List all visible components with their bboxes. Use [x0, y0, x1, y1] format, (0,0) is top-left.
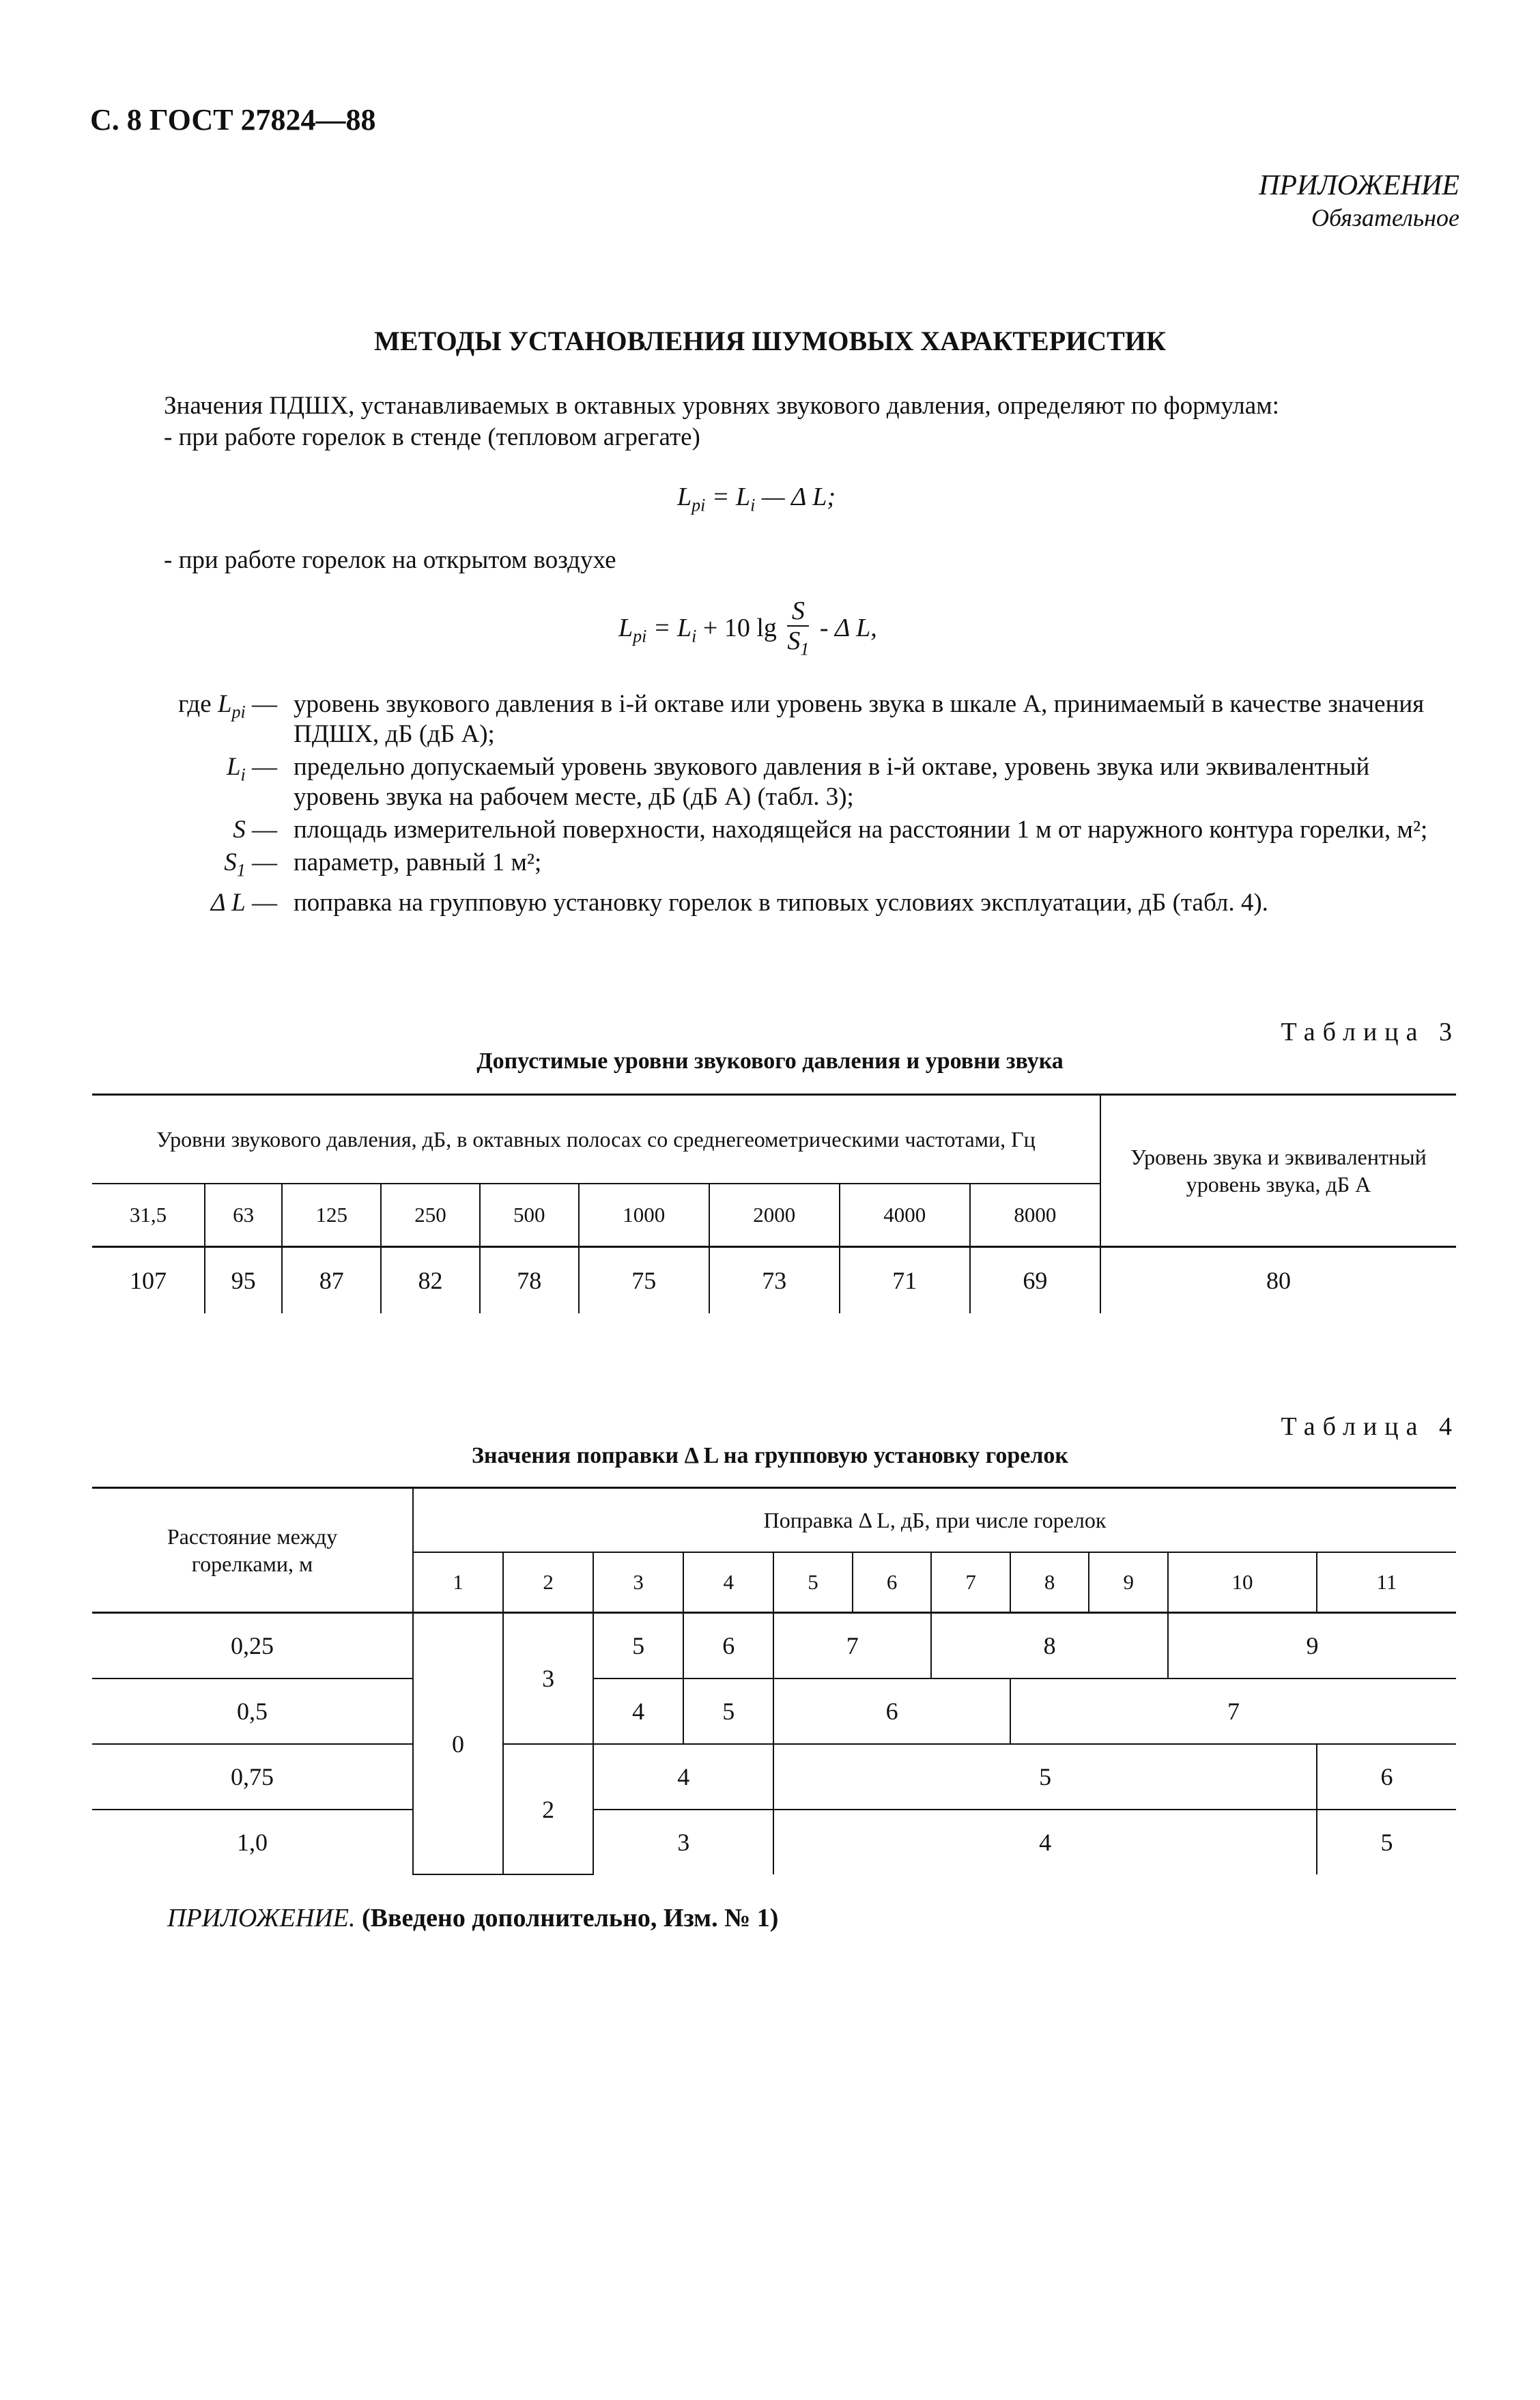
- value-cell: 87: [282, 1247, 381, 1314]
- table-4-label: Таблица 4: [1281, 1412, 1459, 1441]
- correction-cell: 5: [593, 1613, 683, 1679]
- correction-cell: 6: [1317, 1744, 1456, 1810]
- correction-cell: 6: [683, 1613, 773, 1679]
- definition-item: где $L_{pi}$ — уровень звукового давления в i-й октаве или уровень звука в шкале А, принимаемый в качестве значения ПДШХ, дБ (дБ А);: [178, 690, 1425, 748]
- frequency-cell: 1000: [579, 1184, 709, 1247]
- table-3-group-header: Уровни звукового давления, дБ, в октавных полосах со среднегеометрическими частотами, Гц: [92, 1095, 1100, 1184]
- appendix-title: ПРИЛОЖЕНИЕ: [1259, 170, 1459, 201]
- frequency-cell: 2000: [709, 1184, 840, 1247]
- formula-1-lhs: L: [677, 483, 692, 511]
- frequency-cell: 8000: [970, 1184, 1100, 1247]
- count-cell: 6: [853, 1552, 932, 1613]
- count-cell: 10: [1168, 1552, 1317, 1613]
- appendix-label: [1259, 169, 1459, 232]
- table-4-group-header: Поправка Δ L, дБ, при числе горелок: [413, 1488, 1456, 1553]
- frequency-cell: 4000: [840, 1184, 970, 1247]
- footer-label: ПРИЛОЖЕНИЕ.: [167, 1904, 356, 1932]
- formula-2-mid-sub: i: [691, 626, 697, 646]
- frequency-cell: 31,5: [92, 1184, 205, 1247]
- formula-2-tail: - Δ L,: [813, 614, 877, 643]
- distance-cell: 0,25: [92, 1613, 413, 1679]
- correction-cell: 4: [593, 1744, 773, 1810]
- correction-cell: 6: [773, 1678, 1010, 1744]
- table-3-label: Таблица 3: [1281, 1018, 1459, 1046]
- correction-cell: 0: [413, 1613, 503, 1875]
- value-cell: 78: [480, 1247, 579, 1314]
- fraction-numerator: S: [787, 597, 809, 627]
- count-cell: 3: [593, 1552, 683, 1613]
- formula-1-lhs-sub: pi: [691, 495, 706, 515]
- table-3-caption: Допустимые уровни звукового давления и уровни звука: [476, 1048, 1064, 1074]
- formula-1-rhs-sub: i: [750, 495, 756, 515]
- formula-1: [677, 482, 836, 516]
- distance-cell: 0,75: [92, 1744, 413, 1810]
- formula-2-fraction: [787, 597, 809, 664]
- count-cell: 8: [1010, 1552, 1089, 1613]
- distance-cell: 1,0: [92, 1810, 413, 1874]
- value-cell: 73: [709, 1247, 840, 1314]
- correction-cell: 3: [503, 1613, 593, 1745]
- correction-cell: 5: [773, 1744, 1317, 1810]
- value-cell: 82: [381, 1247, 480, 1314]
- footer-text: (Введено дополнительно, Изм. № 1): [355, 1904, 779, 1932]
- footer-note: [167, 1903, 778, 1933]
- correction-cell: 5: [683, 1678, 773, 1744]
- frequency-cell: 63: [205, 1184, 282, 1247]
- correction-cell: 9: [1168, 1613, 1456, 1679]
- count-cell: 9: [1089, 1552, 1168, 1613]
- intro-line-2: - при работе горелок в стенде (тепловом агрегате): [164, 423, 700, 451]
- intro-line-3: - при работе горелок на открытом воздухе: [164, 546, 616, 574]
- definition-item: S — площадь измерительной поверхности, находящейся на расстоянии 1 м от наружного контура горелки, м²;: [233, 816, 1428, 844]
- value-cell: 69: [970, 1247, 1100, 1314]
- correction-cell: 8: [931, 1613, 1168, 1679]
- distance-cell: 0,5: [92, 1678, 413, 1744]
- formula-1-rhs: = L: [705, 483, 751, 511]
- definitions-list: [137, 689, 1461, 921]
- appendix-status: Обязательное: [1311, 204, 1459, 231]
- correction-cell: 5: [1317, 1810, 1456, 1874]
- formula-1-tail: — Δ L;: [755, 483, 836, 511]
- value-cell: 75: [579, 1247, 709, 1314]
- count-cell: 4: [683, 1552, 773, 1613]
- formula-2-lhs: L: [618, 614, 633, 643]
- correction-cell: 7: [1010, 1678, 1456, 1744]
- value-cell: 107: [92, 1247, 205, 1314]
- formula-2-lhs-sub: pi: [633, 626, 647, 646]
- formula-2: [618, 597, 877, 664]
- correction-cell: 3: [593, 1810, 773, 1874]
- definition-item: Δ L — поправка на групповую установку горелок в типовых условиях эксплуатации, дБ (табл. 4).: [210, 889, 1268, 917]
- definition-item: $L_i$ — предельно допускаемый уровень звукового давления в i-й октаве, уровень звука или эквивалентный уровень звука на рабочем месте, дБ (дБ А) (табл. 3);: [226, 753, 1370, 811]
- value-cell: 95: [205, 1247, 282, 1314]
- table-3-right-header: Уровень звука и эквивалентный уровень звука, дБ А: [1100, 1095, 1456, 1247]
- correction-cell: 4: [593, 1678, 683, 1744]
- count-cell: 5: [773, 1552, 853, 1613]
- formula-2-mid: = L: [646, 614, 692, 643]
- count-cell: 7: [931, 1552, 1010, 1613]
- fraction-denominator: $S_1$: [787, 627, 810, 659]
- intro-line-1: Значения ПДШХ, устанавливаемых в октавных уровнях звукового давления, определяют по формулам:: [164, 392, 1279, 420]
- table-3: [92, 1094, 1456, 1313]
- formula-2-plus: + 10 lg: [696, 614, 777, 643]
- correction-cell: 2: [503, 1744, 593, 1874]
- correction-cell: 7: [773, 1613, 931, 1679]
- sound-level-cell: 80: [1100, 1247, 1456, 1314]
- page-header: С. 8 ГОСТ 27824—88: [90, 103, 376, 137]
- frequency-cell: 125: [282, 1184, 381, 1247]
- frequency-cell: 500: [480, 1184, 579, 1247]
- correction-cell: 4: [773, 1810, 1317, 1874]
- table-4-left-header: Расстояние между горелками, м: [92, 1488, 413, 1613]
- definition-item: $S_1$ — параметр, равный 1 м²;: [224, 848, 542, 881]
- frequency-cell: 250: [381, 1184, 480, 1247]
- count-cell: 11: [1317, 1552, 1456, 1613]
- document-title: МЕТОДЫ УСТАНОВЛЕНИЯ ШУМОВЫХ ХАРАКТЕРИСТИК: [374, 326, 1166, 356]
- value-cell: 71: [840, 1247, 970, 1314]
- table-4-caption: Значения поправки Δ L на групповую установку горелок: [471, 1443, 1069, 1468]
- count-cell: 1: [413, 1552, 503, 1613]
- count-cell: 2: [503, 1552, 593, 1613]
- table-4: [92, 1487, 1456, 1875]
